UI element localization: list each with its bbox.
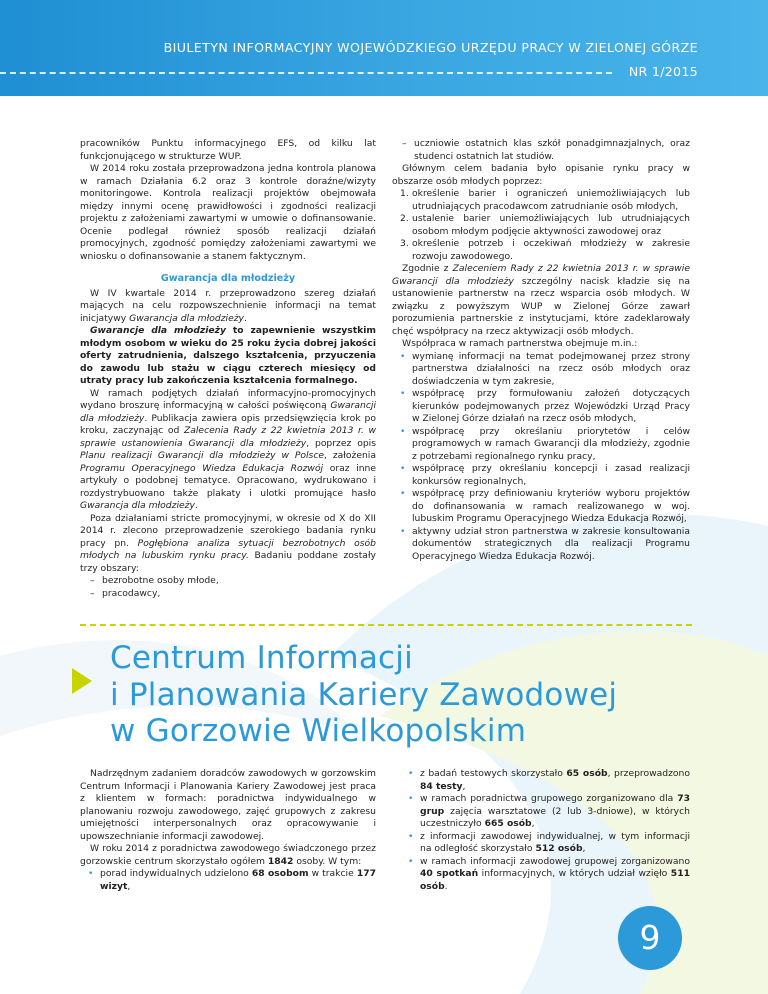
list-item: • w ramach poradnictwa grupowego zorganizowano dla 73 grup zajęcia warsztatowe (2 lub 3-dniowe), w których uczestniczyło 665 osób,	[400, 793, 690, 831]
paragraph: W IV kwartale 2014 r. przeprowadzono szereg działań mających na celu rozpowszechnienie informacji na temat inicjatywy Gwarancja dla młodzieży.	[80, 287, 376, 324]
triangle-marker-icon	[72, 668, 92, 694]
list-item: • porad indywidualnych udzielono 68 osobom w trakcie 177 wizyt,	[80, 868, 376, 893]
list-item: • w ramach informacji zawodowej grupowej zorganizowano 40 spotkań informacyjnych, w których udział wzięło 511 osób.	[400, 856, 690, 894]
list-item: • z badań testowych skorzystało 65 osób, przeprowadzono 84 testy,	[400, 768, 690, 793]
list-item: – pracodawcy,	[80, 588, 376, 601]
section-dashed-divider	[80, 624, 692, 626]
list-item: 2. ustalenie barier uniemożliwiających lub utrudniających osobom młodym podjęcie aktywności zawodowej oraz	[400, 213, 690, 237]
paragraph: Zgodnie z Zaleceniem Rady z 22 kwietnia 2013 r. w sprawie Gwarancji dla młodzieży szczególny nacisk kładzie się na ustanowienie partnerstw na rzecz wsparcia osób młodych. W związku z powyższym WUP w Zielonej Górze zawarł porozumienia partnerskie z instytucjami, które zadeklarowały chęć współpracy na rzecz aktywizacji osób młodych.	[392, 263, 690, 337]
issue-number: NR 1/2015	[628, 64, 698, 79]
paragraph: Gwarancje dla młodzieży to zapewnienie wszystkim młodym osobom w wieku do 25 roku życia dobrej jakości oferty zatrudnienia, dalszego kształcenia, przyuczenia do zawodu lub stażu w ciągu czterech miesięcy od utraty pracy lub zakończenia kształcenia formalnego.	[80, 325, 376, 386]
dash-list	[80, 575, 376, 600]
list-item: • współpracę przy określaniu koncepcji i zasad realizacji konkursów regionalnych,	[392, 463, 690, 488]
bulletin-title: BIULETYN INFORMACYJNY WOJEWÓDZKIEGO URZĘDU PRACY W ZIELONEJ GÓRZE	[163, 40, 698, 55]
list-item: • współpracę przy formułowaniu założeń dotyczących kierunków podejmowanych przez Wojewódzki Urząd Pracy w Zielonej Górze działań na rzecz osób młodych,	[392, 388, 690, 426]
list-item: • z informacji zawodowej indywidualnej, w tym informacji na odległość skorzystało 512 osób,	[400, 831, 690, 856]
paragraph: Głównym celem badania było opisanie rynku pracy w obszarze osób młodych poprzez:	[392, 163, 690, 187]
list-item: – bezrobotne osoby młode,	[80, 575, 376, 588]
column-2	[392, 138, 690, 563]
paragraph: pracowników Punktu informacyjnego EFS, od kilku lat funkcjonującego w strukturze WUP.	[80, 138, 376, 162]
section-title-line: w Gorzowie Wielkopolskim	[110, 713, 527, 749]
list-item: • wymianę informacji na temat podejmowanej przez strony partnerstwa działalności na rzecz osób młodych oraz doświadczenia w tym zakresie,	[392, 351, 690, 389]
section-title-line: Centrum Informacji	[110, 640, 413, 676]
list-item: • aktywny udział stron partnerstwa w zakresie konsultowania dokumentów strategicznych dla realizacji Programu Operacyjnego Wiedza Edukacja Rozwój.	[392, 526, 690, 564]
subheading: Gwarancja dla młodzieży	[160, 273, 296, 284]
list-item: 3. określenie potrzeb i oczekiwań młodzieży w zakresie rozwoju zawodowego.	[400, 238, 690, 262]
dash-list	[392, 138, 690, 163]
column-3	[80, 768, 376, 893]
list-item: – uczniowie ostatnich klas szkół ponadgimnazjalnych, oraz studenci ostatnich lat studiów.	[392, 138, 690, 163]
page-number-badge: 9	[618, 906, 682, 970]
bullet-list	[400, 768, 690, 893]
section-title-line: i Planowania Kariery Zawodowej	[110, 676, 618, 713]
section-title	[110, 640, 617, 750]
column-1	[80, 138, 376, 600]
column-4	[400, 768, 690, 893]
numbered-list	[392, 188, 690, 263]
paragraph: W roku 2014 z poradnictwa zawodowego świadczonego przez gorzowskie centrum skorzystało ogółem 1842 osoby. W tym:	[80, 843, 376, 867]
list-item: 1. określenie barier i ograniczeń uniemożliwiających lub utrudniających pracodawcom zatrudnianie osób młodych,	[400, 188, 690, 212]
paragraph: Poza działaniami stricte promocyjnymi, w okresie od X do XII 2014 r. zlecono przeprowadzenie szerokiego badania rynku pracy pn. Pogłębiona analiza sytuacji bezrobotnych osób młodych na lubuskim rynku pracy. Badaniu poddane zostały trzy obszary:	[80, 512, 376, 574]
list-item: • współpracę przy definiowaniu kryteriów wyboru projektów do dofinansowania w ramach realizowanego w woj. lubuskim Programu Operacyjnego Wiedza Edukacja Rozwój,	[392, 488, 690, 526]
bullet-list	[392, 351, 690, 564]
paragraph: Nadrzędnym zadaniem doradców zawodowych w gorzowskim Centrum Informacji i Planowania Kariery Zawodowej jest praca z klientem w formach: poradnictwa indywidualnego w planowaniu rozwoju zawodowego, zajęć grupowych z zakresu umiejętności interpersonalnych oraz opracowywanie i upowszechnianie informacji zawodowej.	[80, 768, 376, 842]
paragraph: W 2014 roku została przeprowadzona jedna kontrola planowa w ramach Działania 6.2 oraz 3 kontrole doraźne/wizyty monitoringowe. Kontrola realizacji projektów obejmowała między innymi ocenę prawidłowości i zgodności realizacji projektu z założeniami zawartymi w umowie o dofinansowanie. Ocenie podlegał również sposób realizacji działań promocyjnych, zgodność pomiędzy założeniami zawartymi we wniosku o dofinansowanie a stanem faktycznym.	[80, 163, 376, 262]
paragraph: W ramach podjętych działań informacyjno-promocyjnych wydano broszurę informacyjną w całości poświęconą Gwarancji dla młodzieży. Publikacja zawiera opis przedsięwzięcia krok po kroku, zaczynając od Zalecenia Rady z 22 kwietnia 2013 r. w sprawie ustanowienia Gwarancji dla młodzieży, poprzez opis Planu realizacji Gwarancji dla młodzieży w Polsce, założenia Programu Operacyjnego Wiedza Edukacja Rozwój oraz inne artykuły o podobnej tematyce. Opracowano, wydrukowano i rozdystrybuowano także plakaty i ulotki promujące hasło Gwarancja dla młodzieży.	[80, 387, 376, 511]
paragraph: Współpraca w ramach partnerstwa obejmuje m.in.:	[402, 338, 638, 349]
bullet-list	[80, 868, 376, 893]
header-band	[0, 0, 768, 96]
list-item: • współpracę przy określaniu priorytetów i celów programowych w ramach Gwarancji dla młodzieży, zgodnie z potrzebami regionalnego rynku pracy,	[392, 426, 690, 464]
